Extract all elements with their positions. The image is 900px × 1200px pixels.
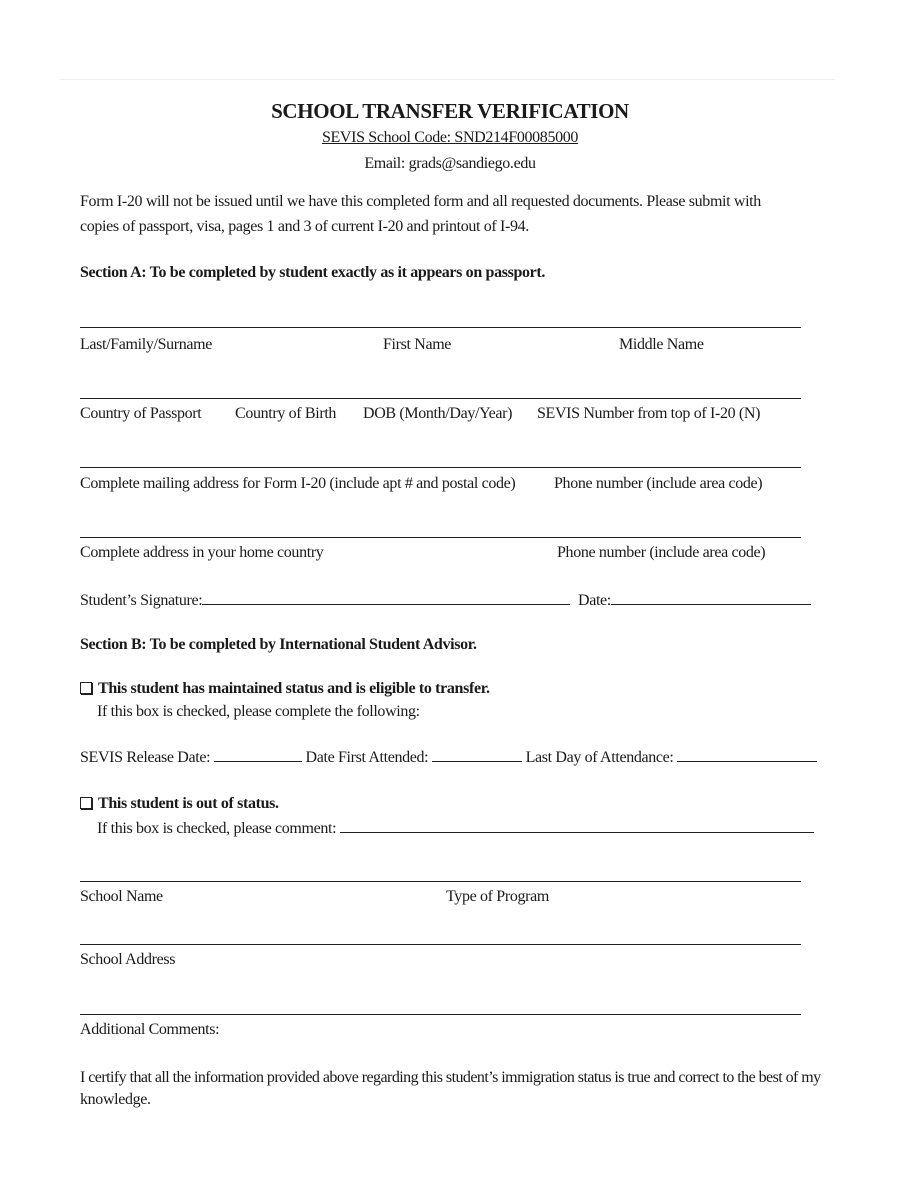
school-name-line[interactable] xyxy=(80,881,801,882)
form-title: SCHOOL TRANSFER VERIFICATION xyxy=(271,99,629,123)
comment-label: If this box is checked, please comment: xyxy=(97,820,337,837)
comments-line[interactable] xyxy=(80,1014,801,1015)
home-phone-label: Phone number (include area code) xyxy=(557,544,766,561)
home-address-label: Complete address in your home country xyxy=(80,544,324,561)
dates-row xyxy=(80,747,817,768)
sevis-number-label: SEVIS Number from top of I-20 (N) xyxy=(537,405,761,422)
dob-label: DOB (Month/Day/Year) xyxy=(363,405,513,422)
passport-info-line[interactable] xyxy=(80,398,801,399)
intro-line-1: Form I-20 will not be issued until we have this completed form and all requested documents. Please submit with xyxy=(80,193,761,210)
signature-label: Student’s Signature: xyxy=(80,592,203,609)
certify-line-1: I certify that all the information provided above regarding this student’s immigration status is true and correct to the best of my xyxy=(80,1069,821,1086)
last-day-field[interactable] xyxy=(677,747,817,762)
home-address-line[interactable] xyxy=(80,537,801,538)
comment-row xyxy=(97,818,814,839)
contact-email: Email: grads@sandiego.edu xyxy=(364,155,536,172)
surname-label: Last/Family/Surname xyxy=(80,336,212,353)
certify-line-2: knowledge. xyxy=(80,1091,151,1108)
eligible-checkbox[interactable] xyxy=(80,682,92,694)
section-b-heading: Section B: To be completed by International Student Advisor. xyxy=(80,636,477,653)
out-of-status-checkbox[interactable] xyxy=(80,797,92,809)
phone-label: Phone number (include area code) xyxy=(554,475,763,492)
first-name-label: First Name xyxy=(383,336,452,353)
comment-field[interactable] xyxy=(340,818,814,833)
intro-line-2: copies of passport, visa, pages 1 and 3 of current I-20 and printout of I-94. xyxy=(80,218,529,235)
comments-label: Additional Comments: xyxy=(80,1021,220,1038)
first-attended-label: Date First Attended: xyxy=(305,749,429,766)
country-passport-label: Country of Passport xyxy=(80,405,202,422)
school-name-label: School Name xyxy=(80,888,163,905)
signature-row xyxy=(80,590,811,611)
name-line[interactable] xyxy=(80,327,801,328)
release-date-field[interactable] xyxy=(214,747,302,762)
eligible-note: If this box is checked, please complete the following: xyxy=(97,703,420,720)
eligible-option[interactable]: This student has maintained status and is eligible to transfer. xyxy=(80,679,490,699)
sevis-school-code: SEVIS School Code: SND214F00085000 xyxy=(321,129,579,146)
school-address-line[interactable] xyxy=(80,944,801,945)
date-label: Date: xyxy=(578,592,611,609)
program-type-label: Type of Program xyxy=(446,888,549,905)
page-top-border xyxy=(60,79,835,80)
signature-field[interactable] xyxy=(202,590,570,605)
section-a-heading: Section A: To be completed by student exactly as it appears on passport. xyxy=(80,264,546,281)
last-day-label: Last Day of Attendance: xyxy=(525,749,674,766)
mailing-address-line[interactable] xyxy=(80,467,801,468)
country-birth-label: Country of Birth xyxy=(235,405,337,422)
mailing-address-label: Complete mailing address for Form I-20 (include apt # and postal code) xyxy=(80,475,516,492)
out-of-status-option[interactable]: This student is out of status. xyxy=(80,794,279,814)
first-attended-field[interactable] xyxy=(432,747,522,762)
date-field[interactable] xyxy=(611,590,811,605)
school-address-label: School Address xyxy=(80,951,176,968)
release-date-label: SEVIS Release Date: xyxy=(80,749,211,766)
middle-name-label: Middle Name xyxy=(619,336,704,353)
